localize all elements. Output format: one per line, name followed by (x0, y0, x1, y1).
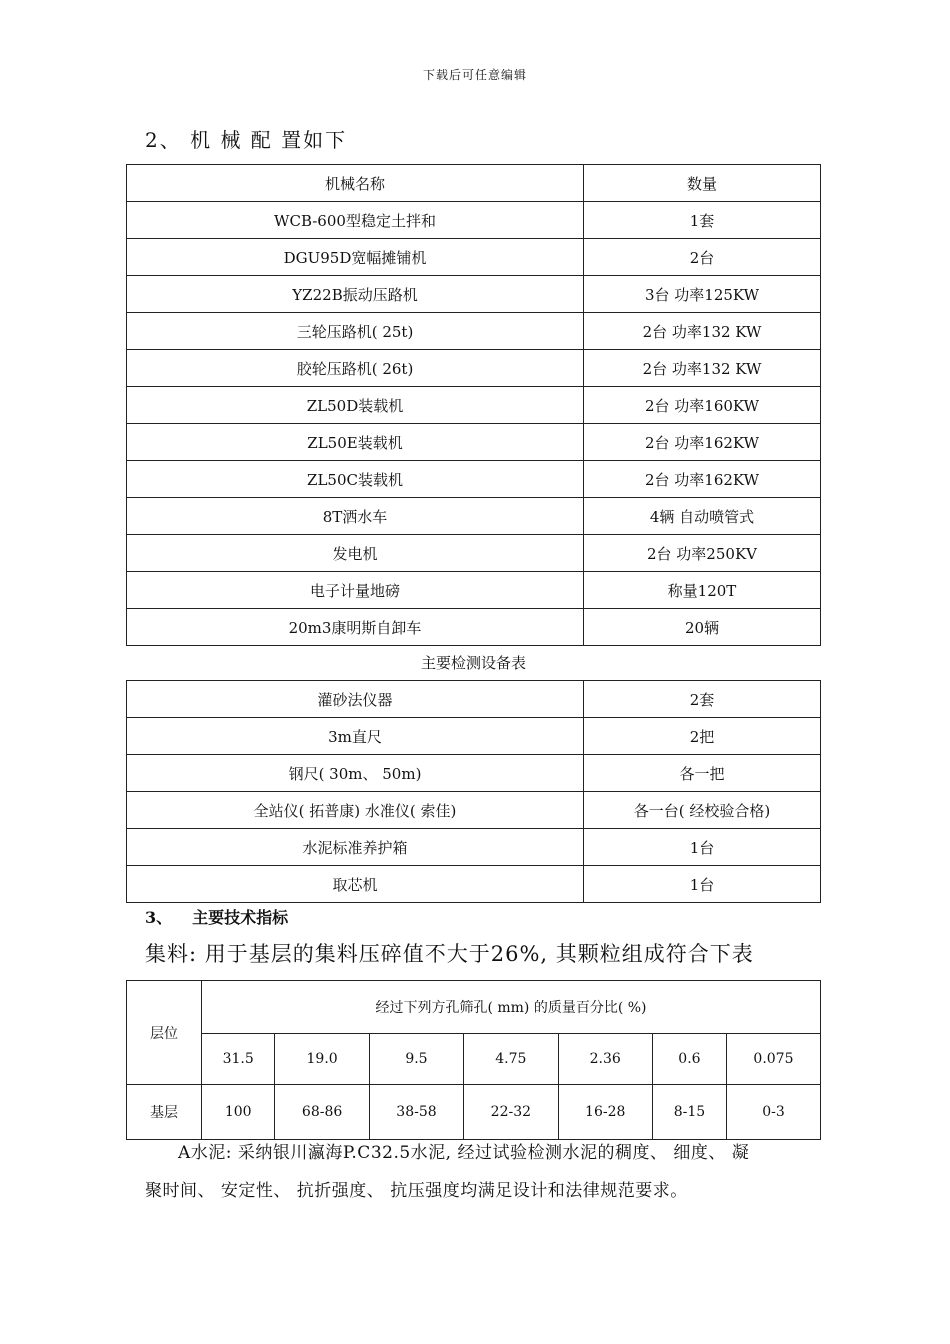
machine-name: YZ22B振动压路机 (127, 276, 584, 313)
section-3-title (145, 905, 288, 928)
grading-header-row (127, 981, 821, 1034)
passing-percent: 100 (202, 1085, 275, 1140)
equipment-quantity: 各一台( 经校验合格) (584, 792, 821, 829)
section-2-title: 2、 机 械 配 置如下 (145, 128, 348, 152)
passing-percent: 38-58 (369, 1085, 463, 1140)
machine-name: 20m3康明斯自卸车 (127, 609, 584, 646)
table-header-row (127, 165, 821, 202)
table-row (127, 718, 821, 755)
table-row (127, 276, 821, 313)
testing-equipment-table (126, 680, 821, 903)
equipment-name: 3m直尺 (127, 718, 584, 755)
table-row (127, 681, 821, 718)
machine-quantity: 2台 功率162KW (584, 424, 821, 461)
sieve-size: 2.36 (558, 1034, 652, 1085)
machine-quantity: 2台 功率132 KW (584, 350, 821, 387)
sieve-size: 9.5 (369, 1034, 463, 1085)
machine-name: ZL50C装载机 (127, 461, 584, 498)
machinery-table (126, 164, 821, 646)
sieve-size: 0.6 (652, 1034, 726, 1085)
table-row (127, 572, 821, 609)
equipment-name: 全站仪( 拓普康) 水准仪( 索佳) (127, 792, 584, 829)
sieve-size: 4.75 (464, 1034, 558, 1085)
sieve-size: 31.5 (202, 1034, 275, 1085)
equipment-name: 钢尺( 30m、 50m) (127, 755, 584, 792)
table-row (127, 461, 821, 498)
machine-quantity: 3台 功率125KW (584, 276, 821, 313)
cement-paragraph-line-2: 聚时间、 安定性、 抗折强度、 抗压强度均满足设计和法律规范要求。 (145, 1181, 688, 1201)
equipment-quantity: 1台 (584, 866, 821, 903)
passing-percent: 68-86 (275, 1085, 369, 1140)
machine-quantity: 2台 功率250KV (584, 535, 821, 572)
layer-label: 基层 (127, 1085, 202, 1140)
table-row (127, 202, 821, 239)
table-row (127, 755, 821, 792)
passing-percent: 22-32 (464, 1085, 558, 1140)
equipment-name: 灌砂法仪器 (127, 681, 584, 718)
cement-paragraph-line-1: A水泥: 采纳银川瀛海P.C32.5水泥, 经过试验检测水泥的稠度、 细度、 凝 (178, 1143, 750, 1163)
table-row (127, 424, 821, 461)
machine-quantity: 2台 (584, 239, 821, 276)
equipment-table-caption: 主要检测设备表 (420, 654, 526, 672)
machine-name: 8T洒水车 (127, 498, 584, 535)
table-row (127, 350, 821, 387)
section-3-number: 3、 (145, 908, 173, 927)
equipment-quantity: 各一把 (584, 755, 821, 792)
machine-name: WCB-600型稳定土拌和 (127, 202, 584, 239)
page-header: 下载后可任意编辑 (422, 68, 527, 82)
machine-name: 电子计量地磅 (127, 572, 584, 609)
machine-name: 三轮压路机( 25t) (127, 313, 584, 350)
machine-quantity: 2台 功率162KW (584, 461, 821, 498)
sieve-size: 19.0 (275, 1034, 369, 1085)
table-row (127, 239, 821, 276)
base-layer-row (127, 1085, 821, 1140)
machine-quantity: 20辆 (584, 609, 821, 646)
passing-percent: 8-15 (652, 1085, 726, 1140)
machine-name: 发电机 (127, 535, 584, 572)
machine-quantity: 4辆 自动喷管式 (584, 498, 821, 535)
machine-name: 胶轮压路机( 26t) (127, 350, 584, 387)
passing-percent: 16-28 (558, 1085, 652, 1140)
grading-table (126, 980, 821, 1140)
table-row (127, 387, 821, 424)
section-3-label: 主要技术指标 (192, 908, 289, 927)
passing-percent: 0-3 (726, 1085, 820, 1140)
table-row (127, 498, 821, 535)
header-quantity: 数量 (584, 165, 821, 202)
machine-name: DGU95D宽幅摊铺机 (127, 239, 584, 276)
table-row (127, 866, 821, 903)
header-machine-name: 机械名称 (127, 165, 584, 202)
equipment-name: 取芯机 (127, 866, 584, 903)
table-row (127, 609, 821, 646)
machine-name: ZL50E装载机 (127, 424, 584, 461)
table-row (127, 313, 821, 350)
sieve-span-header: 经过下列方孔筛孔( mm) 的质量百分比( %) (202, 981, 821, 1034)
machine-name: ZL50D装载机 (127, 387, 584, 424)
machine-quantity: 2台 功率160KW (584, 387, 821, 424)
table-row (127, 535, 821, 572)
machine-quantity: 2台 功率132 KW (584, 313, 821, 350)
layer-header: 层位 (127, 981, 202, 1085)
machine-quantity: 称量120T (584, 572, 821, 609)
equipment-quantity: 1台 (584, 829, 821, 866)
sieve-size-row (127, 1034, 821, 1085)
aggregate-requirement: 集料: 用于基层的集料压碎值不大于26%, 其颗粒组成符合下表 (145, 942, 754, 966)
equipment-quantity: 2套 (584, 681, 821, 718)
table-row (127, 829, 821, 866)
equipment-quantity: 2把 (584, 718, 821, 755)
equipment-name: 水泥标准养护箱 (127, 829, 584, 866)
table-row (127, 792, 821, 829)
machine-quantity: 1套 (584, 202, 821, 239)
sieve-size: 0.075 (726, 1034, 820, 1085)
